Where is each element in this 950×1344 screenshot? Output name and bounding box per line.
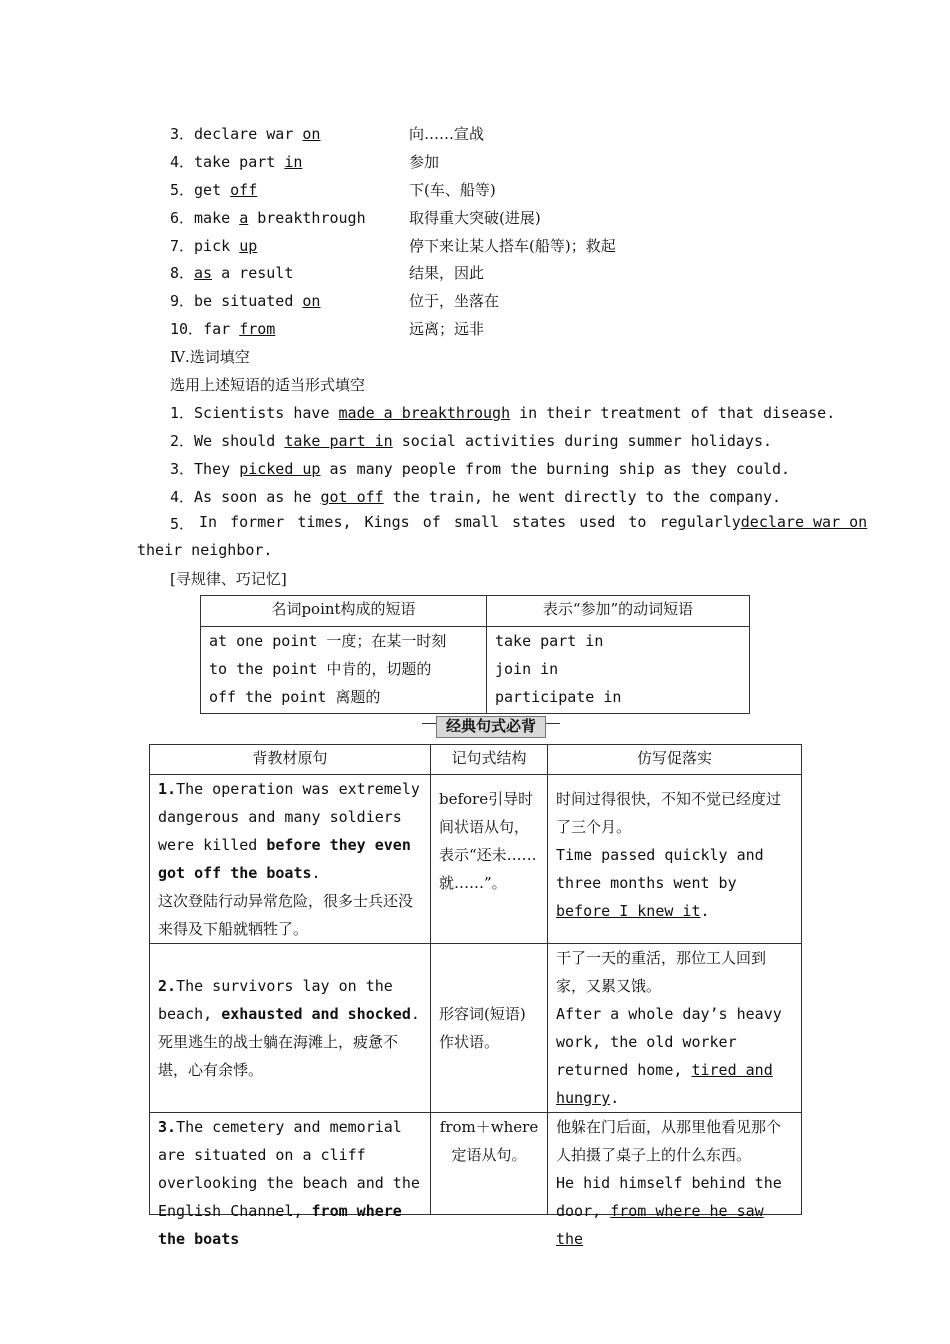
sentence-item: 4．As soon as he got off the train, he went directly to the company. xyxy=(170,488,782,506)
phrase-item: 8．as a result xyxy=(170,264,294,282)
phrase-item: 3．declare war on xyxy=(170,125,321,143)
phrase-meaning: 向……宣战 xyxy=(409,125,485,143)
point-phrase-table xyxy=(200,595,750,714)
table-header: 表示“参加”的动词短语 xyxy=(487,596,750,627)
phrase-meaning: 参加 xyxy=(409,153,440,171)
phrase-item: 9．be situated on xyxy=(170,292,321,310)
section-banner xyxy=(422,713,560,735)
table-row xyxy=(150,775,802,944)
phrase-meaning: 停下来让某人搭车(船等)；救起 xyxy=(409,237,616,255)
sentence-item: 5． In former times, Kings of small states used to regularly declare war on xyxy=(170,513,868,533)
imitation-cell: 时间过得很快，不知不觉已经度过了三个月。 Time passed quickly and three months went by before I knew it. xyxy=(548,775,802,944)
phrase-meaning: 下(车、船等) xyxy=(409,181,496,199)
memory-tip: [寻规律、巧记忆] xyxy=(170,570,287,588)
table-cell: take part in join in participate in xyxy=(487,627,750,714)
structure-cell: before引导时间状语从句，表示“还未……就……”。 xyxy=(431,775,548,944)
phrase-meaning: 位于，坐落在 xyxy=(409,292,500,310)
phrase-item: 5．get off xyxy=(170,181,258,199)
table-row xyxy=(150,1113,802,1215)
table-cell: at one point 一度；在某一时刻 to the point 中肯的，切题的 off the point 离题的 xyxy=(201,627,487,714)
original-sentence-cell: 2.The survivors lay on the beach, exhausted and shocked. 死里逃生的战士躺在海滩上，疲惫不堪，心有余悸。 xyxy=(150,944,431,1113)
original-sentence-cell: 1.The operation was extremely dangerous and many soldiers were killed before they even got off the boats. 这次登陆行动异常危险，很多士兵还没来得及下船就牺牲了。 xyxy=(150,775,431,944)
sentence-continuation: their neighbor. xyxy=(137,541,273,559)
table-row xyxy=(201,627,750,714)
structure-cell: 形容词(短语)作状语。 xyxy=(431,944,548,1113)
imitation-cell: 干了一天的重活，那位工人回到家，又累又饿。 After a whole day’s heavy work, the old worker returned home, tired and hungry. xyxy=(548,944,802,1113)
sentence-item: 1．Scientists have made a breakthrough in their treatment of that disease. xyxy=(170,404,836,422)
phrase-item: 4．take part in xyxy=(170,153,303,171)
phrase-item: 7．pick up xyxy=(170,237,258,255)
table-header: 背教材原句 xyxy=(150,745,431,775)
original-sentence-cell: 3.The cemetery and memorial are situated on a cliff overlooking the beach and the English Channel, from where the boats xyxy=(150,1113,431,1215)
table-header: 仿写促落实 xyxy=(548,745,802,775)
phrase-meaning: 远离；远非 xyxy=(409,320,485,338)
table-header-row xyxy=(201,596,750,627)
sentence-item: 2．We should take part in social activities during summer holidays. xyxy=(170,432,773,450)
banner-title: 经典句式必背 xyxy=(445,717,536,735)
table-header: 记句式结构 xyxy=(431,745,548,775)
section-instruction: 选用上述短语的适当形式填空 xyxy=(170,376,366,394)
phrase-meaning: 结果，因此 xyxy=(409,264,485,282)
sentence-pattern-table xyxy=(149,744,802,1248)
phrase-item: 10．far from xyxy=(170,320,276,338)
table-header: 名词point构成的短语 xyxy=(201,596,487,627)
section-title: Ⅳ.选词填空 xyxy=(170,348,250,366)
imitation-cell: 他躲在门后面，从那里他看见那个人拍摄了桌子上的什么东西。 He hid himself behind the door, from where he saw the xyxy=(548,1113,802,1215)
table-row xyxy=(150,944,802,1113)
sentence-item: 3．They picked up as many people from the burning ship as they could. xyxy=(170,460,791,478)
table-header-row xyxy=(150,745,802,775)
phrase-meaning: 取得重大突破(进展) xyxy=(409,209,541,227)
phrase-item: 6．make a breakthrough xyxy=(170,209,366,227)
structure-cell: from＋where定语从句。 xyxy=(431,1113,548,1215)
